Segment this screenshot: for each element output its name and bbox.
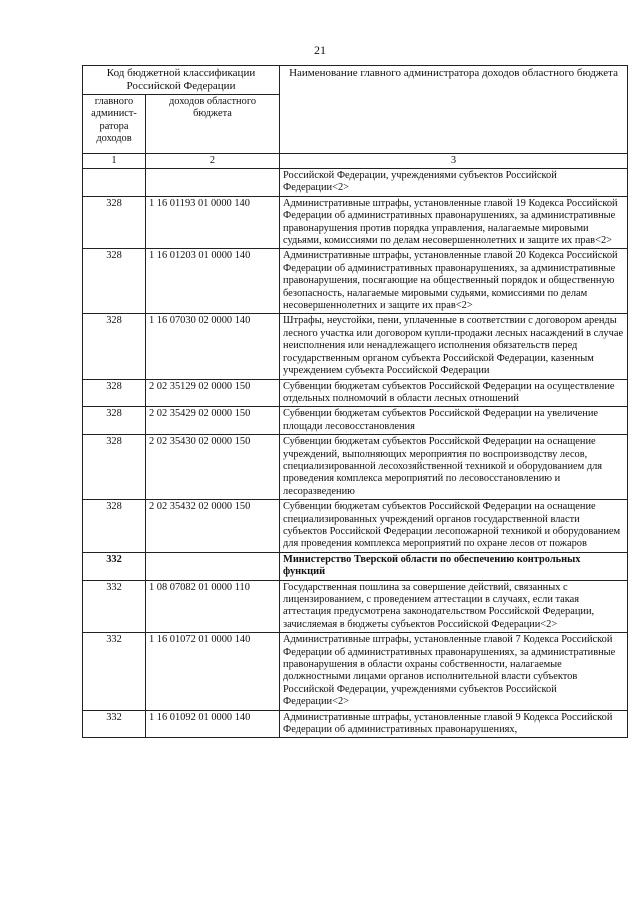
budget-code-cell: 1 16 01203 01 0000 140 xyxy=(146,249,280,314)
budget-code-cell: 2 02 35430 02 0000 150 xyxy=(146,435,280,500)
admin-code-cell: 332 xyxy=(83,552,146,580)
name-cell: Штрафы, неустойки, пени, уплаченные в соответствии с договором аренды лесного участка или договором купли-продажи лесных насаждений в случае неисполнения или ненадлежащего исполнения обязательств перед государственным органом субъекта Российской Федерации, казенным учреждением субъекта Российской Федерации xyxy=(280,314,628,379)
admin-code-cell: 328 xyxy=(83,249,146,314)
budget-code-cell xyxy=(146,169,280,197)
table-row xyxy=(83,500,628,553)
table-header xyxy=(83,66,628,169)
table-row xyxy=(83,196,628,249)
budget-code-cell: 2 02 35129 02 0000 150 xyxy=(146,379,280,407)
name-cell: Административные штрафы, установленные главой 7 Кодекса Российской Федерации об административных правонарушениях, за административные правонарушения в области охраны собственности, налагаемые должностными лицами органов исполнительной власти субъектов Российской Федерации, учреждениями субъектов Российской Федерации<2> xyxy=(280,633,628,710)
name-cell: Субвенции бюджетам субъектов Российской Федерации на оснащение специализированных учреждений органов государственной власти субъектов Российской Федерации лесопожарной техникой и оборудованием для проведения комплекса мероприятий по охране лесов от пожаров xyxy=(280,500,628,553)
budget-code-cell xyxy=(146,552,280,580)
admin-code-cell: 328 xyxy=(83,407,146,435)
admin-code-cell xyxy=(83,169,146,197)
admin-code-cell: 328 xyxy=(83,314,146,379)
table-row xyxy=(83,169,628,197)
table-row xyxy=(83,552,628,580)
header-num-2: 2 xyxy=(146,154,280,169)
table-row xyxy=(83,314,628,379)
admin-code-cell: 328 xyxy=(83,196,146,249)
name-cell: Государственная пошлина за совершение действий, связанных с лицензированием, с проведением аттестации в случаях, если такая аттестация предусмотрена законодательством Российской Федерации, зачисляемая в бюджеты субъектов Российской Федерации<2> xyxy=(280,580,628,633)
table-row xyxy=(83,407,628,435)
admin-code-cell: 332 xyxy=(83,580,146,633)
table-body xyxy=(83,169,628,738)
name-cell: Административные штрафы, установленные главой 20 Кодекса Российской Федерации об административных правонарушениях, за административные правонарушения, посягающие на общественный порядок и общественную безопасность, налагаемые мировыми судьями, комиссиями по делам несовершеннолетних и защите их прав<2> xyxy=(280,249,628,314)
name-cell: Субвенции бюджетам субъектов Российской Федерации на оснащение учреждений, выполняющих мероприятия по воспроизводству лесов, специализированной лесохозяйственной техникой и оборудованием для проведения комплекса мероприятий по лесовосстановлению и лесоразведению xyxy=(280,435,628,500)
budget-code-cell: 2 02 35429 02 0000 150 xyxy=(146,407,280,435)
page-number: 21 xyxy=(314,43,326,57)
name-cell: Субвенции бюджетам субъектов Российской Федерации на осуществление отдельных полномочий в области лесных отношений xyxy=(280,379,628,407)
header-income: доходов областного бюджета xyxy=(146,95,280,154)
name-cell: Административные штрафы, установленные главой 9 Кодекса Российской Федерации об административных правонарушениях, xyxy=(280,710,628,738)
budget-code-cell: 1 16 01092 01 0000 140 xyxy=(146,710,280,738)
name-cell: Административные штрафы, установленные главой 19 Кодекса Российской Федерации об административных правонарушениях, за административные правонарушения против порядка управления, налагаемые мировыми судьями, комиссиями по делам несовершеннолетних и защите их прав<2> xyxy=(280,196,628,249)
budget-code-cell: 1 08 07082 01 0000 110 xyxy=(146,580,280,633)
budget-code-cell: 1 16 01072 01 0000 140 xyxy=(146,633,280,710)
admin-code-cell: 332 xyxy=(83,633,146,710)
header-admin: главного админист-ратора доходов xyxy=(83,95,146,154)
header-num-1: 1 xyxy=(83,154,146,169)
table-row xyxy=(83,633,628,710)
name-cell: Министерство Тверской области по обеспечению контрольных функций xyxy=(280,552,628,580)
admin-code-cell: 328 xyxy=(83,379,146,407)
admin-code-cell: 332 xyxy=(83,710,146,738)
table-row xyxy=(83,435,628,500)
budget-code-cell: 1 16 07030 02 0000 140 xyxy=(146,314,280,379)
admin-code-cell: 328 xyxy=(83,435,146,500)
admin-code-cell: 328 xyxy=(83,500,146,553)
header-num-3: 3 xyxy=(280,154,628,169)
name-cell: Российской Федерации, учреждениями субъектов Российской Федерации<2> xyxy=(280,169,628,197)
table-row xyxy=(83,580,628,633)
table-row xyxy=(83,249,628,314)
name-cell: Субвенции бюджетам субъектов Российской Федерации на увеличение площади лесовосстановления xyxy=(280,407,628,435)
budget-code-cell: 1 16 01193 01 0000 140 xyxy=(146,196,280,249)
header-code-group: Код бюджетной классификации Российской Федерации xyxy=(83,66,280,95)
header-name: Наименование главного администратора доходов областного бюджета xyxy=(280,66,628,154)
table-row xyxy=(83,379,628,407)
budget-code-cell: 2 02 35432 02 0000 150 xyxy=(146,500,280,553)
table-row xyxy=(83,710,628,738)
revenue-administrators-table xyxy=(82,65,628,738)
